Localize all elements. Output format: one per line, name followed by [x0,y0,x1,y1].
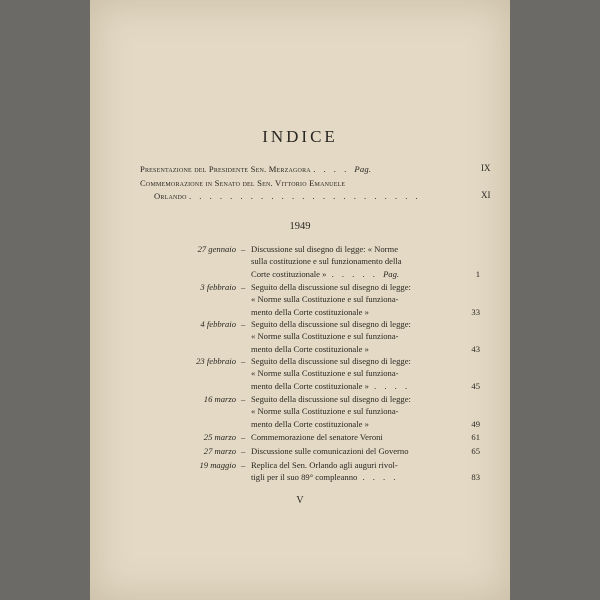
entry-description: Discussione sulle comunicazioni del Governo [251,446,409,456]
front-matter-item-continuation: Orlando . . . . . . . . . . . . . . . . . . . . . . . [154,191,421,201]
index-entry: 25 marzo – Commemorazione del senatore Veroni 61 [90,431,510,445]
page-number: XI [481,190,491,200]
front-matter-text: Presentazione del Presidente Sen. Merzagora [140,164,311,174]
index-entry: 19 maggio – Replica del Sen. Orlando agli auguri rivol- tigli per il suo 89° compleanno . . . . 83 [90,459,510,487]
entry-description: Seguito della discussione sul disegno di legge: « Norme sulla Costituzione e sul funziona- mento della Corte costituzionale » [251,319,411,354]
entry-date: 19 maggio [199,460,236,470]
front-matter-item [140,177,475,189]
entry-date: 4 febbraio [200,319,236,329]
entry-description: Commemorazione del senatore Veroni [251,432,383,442]
entry-date: 27 gennaio [197,244,236,254]
year-heading: 1949 [289,221,311,232]
book-page [90,0,510,600]
entry-page: 61 [471,432,480,442]
index-entry: 27 marzo – Discussione sulle comunicazioni del Governo 65 [90,445,510,459]
entry-date: 25 marzo [203,432,236,442]
index-entry: 4 febbraio – Seguito della discussione sul disegno di legge: « Norme sulla Costituzione e sul funziona- mento della Corte costituzionale » 43 [90,318,510,358]
index-entry: 23 febbraio – Seguito della discussione sul disegno di legge: « Norme sulla Costituzione e sul funziona- mento della Corte costituzionale » . . . . 45 [90,355,510,395]
front-matter-text: Orlando [154,191,187,201]
index-entry: 27 gennaio – Discussione sul disegno di legge: « Norme sulla costituzione e sul funzionamento della Corte costituzionale » . . . . . Pag. 1 [90,243,510,283]
entry-description: Seguito della discussione sul disegno di legge: « Norme sulla Costituzione e sul funziona- mento della Corte costituzionale » . . . . [251,356,411,391]
entry-page: 43 [471,344,480,354]
entry-page: 83 [471,472,480,482]
entry-date: 16 marzo [203,394,236,404]
entry-description: Discussione sul disegno di legge: « Norme sulla costituzione e sul funzionamento della Corte costituzionale » . . . . . Pag. [251,244,402,279]
entry-date: 23 febbraio [196,356,236,366]
index-entry: 3 febbraio – Seguito della discussione sul disegno di legge: « Norme sulla Costituzione e sul funziona- mento della Corte costituzionale » 33 [90,281,510,321]
page-number: IX [481,163,491,173]
entry-description: Replica del Sen. Orlando agli auguri rivol- tigli per il suo 89° compleanno . . . . [251,460,399,483]
page-title: INDICE [262,127,338,146]
entry-page: 1 [475,269,480,279]
entry-description: Seguito della discussione sul disegno di legge: « Norme sulla Costituzione e sul funziona- mento della Corte costituzionale » [251,282,411,317]
entry-page: 33 [471,307,480,317]
front-matter-text: Commemorazione in Senato del Sen. Vittorio Emanuele [140,178,346,188]
index-entry: 16 marzo – Seguito della discussione sul disegno di legge: « Norme sulla Costituzione e sul funziona- mento della Corte costituzionale » 49 [90,393,510,433]
pag-label: Pag. [354,164,372,174]
entry-page: 49 [471,419,480,429]
entry-description: Seguito della discussione sul disegno di legge: « Norme sulla Costituzione e sul funziona- mento della Corte costituzionale » [251,394,411,429]
roman-page-number: V [296,495,304,506]
entry-date: 3 febbraio [200,282,236,292]
entry-date: 27 marzo [203,446,236,456]
entry-page: 65 [471,446,480,456]
front-matter-item: Presentazione del Presidente Sen. Merzagora . . . . Pag. [140,164,372,174]
entry-page: 45 [471,381,480,391]
